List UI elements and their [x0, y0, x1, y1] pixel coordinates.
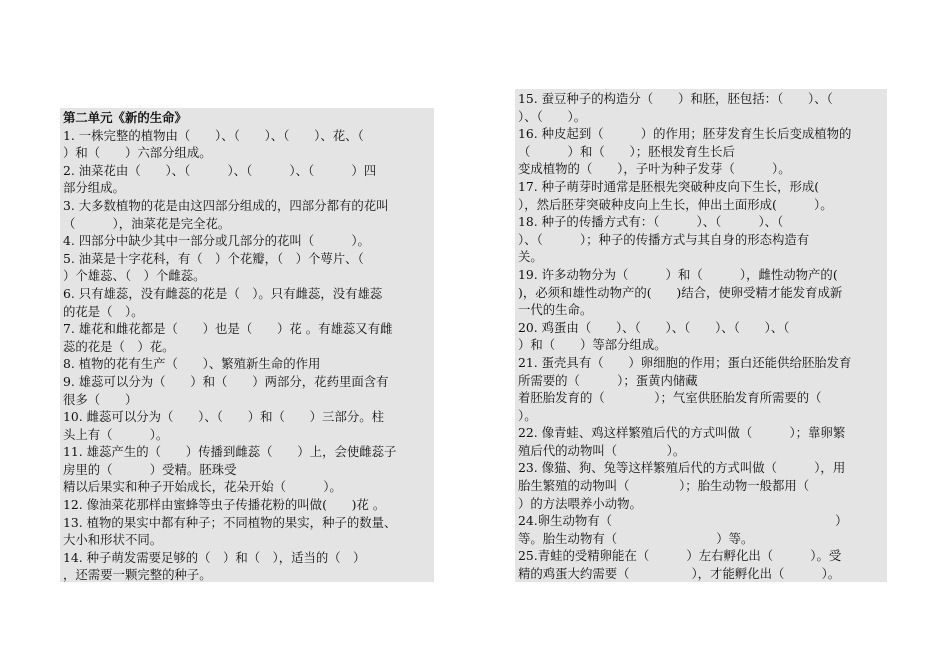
text-line: 4. 四部分中缺少其中一部分或几部分的花叫（ ）。 [63, 233, 370, 249]
text-line: （ ）和（ ）；胚根发育生长后 [518, 143, 735, 159]
text-line: 9. 雄蕊可以分为（ ）和（ ）两部分，花药里面含有 [63, 373, 389, 389]
text-line: 25.青蛙的受精卵能在（ ）左右孵化出（ ）。受 [518, 548, 842, 564]
text-line: 头上有（ ）。 [63, 426, 169, 442]
text-line: )，必须和雄性动物产的( )结合，使卵受精才能发育成新 [518, 284, 843, 300]
right-question-list [518, 90, 883, 583]
text-line: 大小和形状不同。 [63, 532, 163, 548]
text-line: 等。胎生动物有（ ）等。 [518, 530, 754, 546]
text-line: ）的方法喂养小动物。 [518, 495, 642, 511]
text-line: 13. 植物的果实中都有种子；不同植物的果实，种子的数量、 [63, 514, 397, 530]
text-line: 12. 像油菜花那样由蜜蜂等虫子传播花粉的叫做( )花 。 [63, 497, 386, 513]
text-line: 精的鸡蛋大约需要（ ），才能孵化出（ ）。 [518, 566, 841, 582]
text-line: 精以后果实和种子开始成长，花朵开始（ ）。 [63, 479, 342, 495]
left-column [60, 108, 434, 582]
text-line: ，还需要一颗完整的种子。 [63, 567, 212, 583]
text-line: 16. 种皮起到（ ）的作用；胚芽发育生长后变成植物的 [518, 126, 852, 142]
text-line: 23. 像猫、狗、兔等这样繁殖后代的方式叫做（ ），用 [518, 460, 846, 476]
text-line: 21. 蛋壳具有（ ）卵细胞的作用；蛋白还能供给胚胎发育 [518, 354, 852, 370]
text-line: 3. 大多数植物的花是由这四部分组成的，四部分都有的花叫 [63, 197, 389, 213]
text-line: 着胚胎发育的（ ）；气室供胚胎发育所需要的（ [518, 390, 822, 406]
text-line: 胎生繁殖的动物叫（ ）；胎生动物一般都用（ [518, 478, 810, 494]
text-line: 房里的（ ）受精。胚珠受 [63, 461, 237, 477]
text-line: ）、（ ）；种子的传播方式与其自身的形态构造有 [518, 231, 810, 247]
text-line: 15. 蚕豆种子的构造分（ ）和胚，胚包括：（ ）、（ [518, 91, 833, 106]
text-line: 18. 种子的传播方式有：（ ）、（ ）、（ [518, 214, 784, 230]
text-line: 6. 只有雄蕊，没有雌蕊的花是（ ）。只有雌蕊，没有雄蕊 [63, 285, 383, 301]
text-line: 一代的生命。 [518, 302, 593, 318]
text-line: ）和（ ）六部分组成。 [63, 145, 212, 161]
text-line: 11. 雄蕊产生的（ ）传播到雌蕊（ ）上，会使雌蕊子 [63, 444, 397, 460]
text-line: （ ），油菜花是完全花。 [63, 215, 231, 231]
text-line: 变成植物的（ ），子叶为种子发芽（ ）。 [518, 161, 791, 177]
left-question-list [63, 127, 430, 584]
text-line: ）和（ ）等部分组成。 [518, 337, 667, 353]
text-line: 关。 [518, 249, 543, 265]
text-line: ）、（ ）。 [518, 108, 587, 124]
text-line: 的花是（ ）。 [63, 303, 144, 319]
text-line: 20. 鸡蛋由（ ）、（ ）、（ ）、（ ）、（ [518, 319, 790, 335]
text-line: ）个雄蕊、（ ）个雌蕊。 [63, 268, 206, 284]
text-line: 7. 雄花和雌花都是（ ）也是（ ）花 。有雄蕊又有雌 [63, 321, 393, 337]
text-line: 2. 油菜花由（ ）、（ ）、（ ）、（ ）四 [63, 162, 377, 178]
text-line: 8. 植物的花有生产（ ）、繁殖新生命的作用 [63, 356, 321, 372]
text-line: ）。 [518, 407, 537, 423]
text-line: 5. 油菜是十字花科，有（ ）个花瓣，（ ）个萼片、（ [63, 250, 364, 266]
text-line: 部分组成。 [63, 180, 125, 196]
text-line: 17. 种子萌芽时通常是胚根先突破种皮向下生长，形成( [518, 178, 820, 194]
text-line: 19. 许多动物分为（ ）和（ ），雌性动物产的( [518, 266, 838, 282]
text-line: 1. 一株完整的植物由（ ）、（ ）、（ ）、花、（ [63, 127, 364, 143]
text-line: 很多（ ） [63, 391, 138, 407]
text-line: 所需要的（ ）；蛋黄内储藏 [518, 372, 698, 388]
text-line: 蕊的花是（ ）花。 [63, 338, 175, 354]
text-line: 10. 雌蕊可以分为（ ）、（ ）和（ ）三部分。柱 [63, 409, 385, 425]
text-line: 殖后代的动物叫（ ）。 [518, 442, 686, 458]
text-line: 24.卵生动物有（ ） [518, 513, 848, 529]
right-column [515, 89, 887, 582]
text-line: ），然后胚芽突破种皮向上生长，伸出土面形成( ）。 [518, 196, 833, 212]
unit-title: 第二单元《新的生命》 [63, 110, 187, 125]
text-line: 14. 种子萌发需要足够的（ ）和（ ），适当的（ ） [63, 549, 366, 565]
text-line: 22. 像青蛙、鸡这样繁殖后代的方式叫做（ ）；靠卵繁 [518, 425, 846, 441]
